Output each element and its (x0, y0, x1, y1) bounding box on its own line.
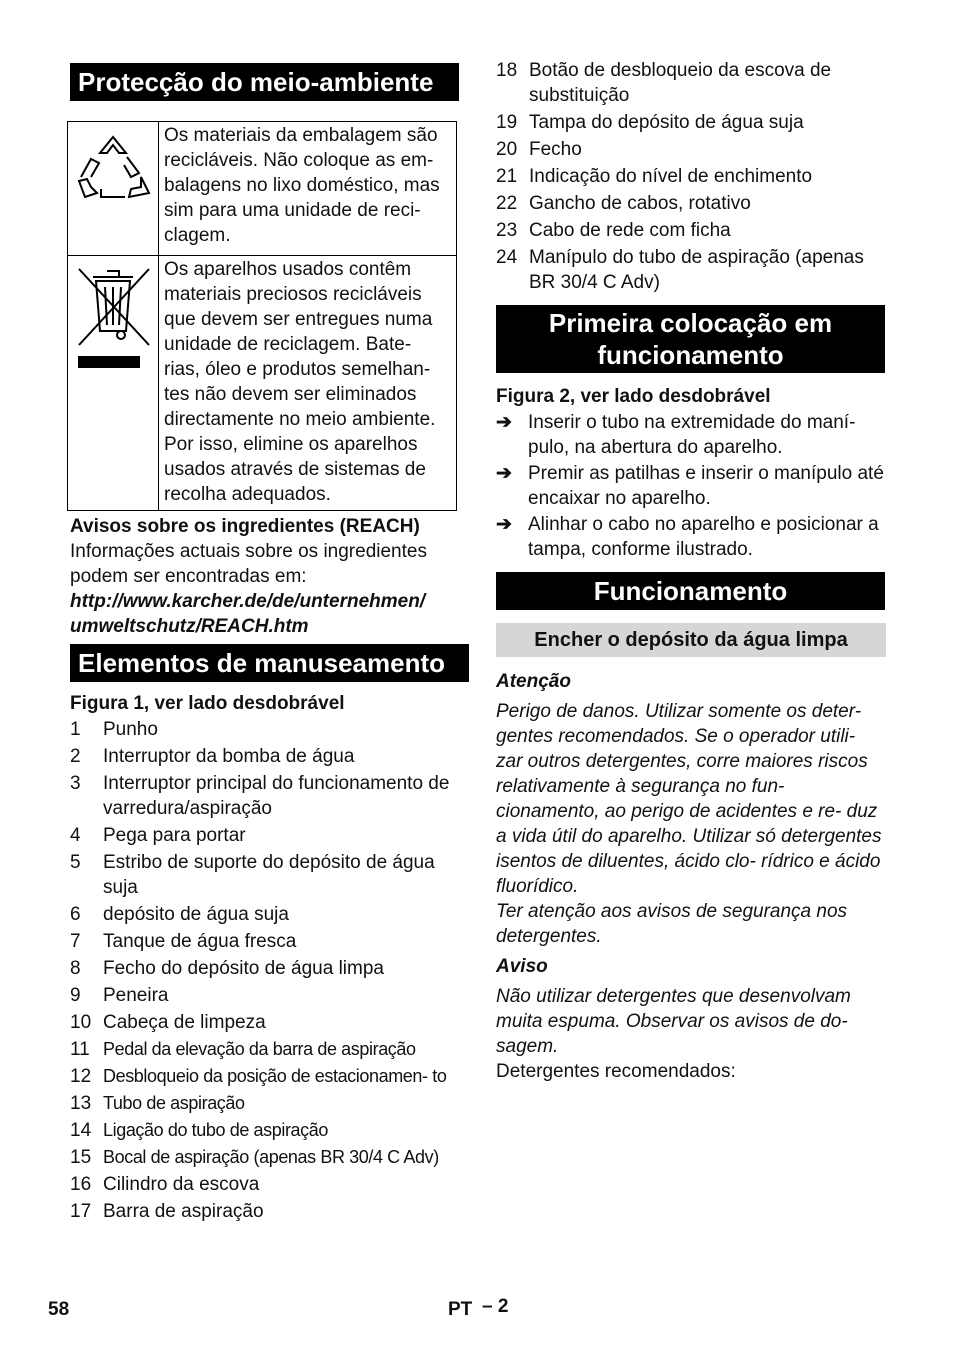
env-table (67, 121, 457, 511)
reach-title: Avisos sobre os ingredientes (REACH) (70, 516, 420, 537)
list-item: ➔ Premir as patilhas e inserir o manípulo até encaixar no aparelho. (496, 463, 884, 509)
list-item: 12 Desbloqueio da posição de estacionamen- to (70, 1066, 447, 1087)
env-row-weee (68, 256, 457, 511)
list-item: 14 Ligação do tubo de aspiração (70, 1120, 328, 1141)
arrow-right-icon: ➔ (496, 463, 512, 484)
list-item: 13 Tubo de aspiração (70, 1093, 245, 1114)
attention-text: Perigo de danos. Utilizar somente os deter- gentes recomendados. Se o operador utili- zar outros detergentes, corre maiores riscos relativamente à segurança no fun- cionamento, ao perigo de acidentes e re- duz a vida útil do aparelho. Utilizar só detergentes isentos de diluentes, ácido clo- rídrico e ácido fluorídico. (496, 701, 882, 897)
list-item: 10 Cabeça de limpeza (70, 1012, 266, 1033)
env-heading: Protecção do meio-ambiente (70, 63, 459, 101)
list-item: 19 Tampa do depósito de água suja (496, 112, 804, 133)
list-item: 4 Pega para portar (70, 825, 246, 846)
list-item: 3 Interruptor principal do funcionamento de varredura/aspiração (70, 773, 450, 819)
controls-list-right (496, 58, 886, 295)
reach-link-1[interactable]: http://www.karcher.de/de/unternehmen/ (70, 591, 426, 612)
recommended-detergents: Detergentes recomendados: (496, 1061, 736, 1082)
startup-heading: Primeira colocação em funcionamento (496, 305, 885, 373)
list-item: 2 Interruptor da bomba de água (70, 746, 355, 767)
footer-lang: PT (448, 1299, 473, 1320)
figure-2-ref: Figura 2, ver lado desdobrável (496, 386, 771, 407)
page-number: 58 (48, 1299, 70, 1320)
reach-text: Informações actuais sobre os ingredientes podem ser encontradas em: (70, 541, 427, 587)
list-item: 21 Indicação do nível de enchimento (496, 166, 813, 187)
list-item: 11 Pedal da elevação da barra de aspiração (70, 1039, 416, 1060)
weee-cell (68, 256, 159, 511)
startup-steps (496, 410, 886, 562)
list-item: 18 Botão de desbloqueio da escova de substituição (496, 60, 832, 106)
list-item: 7 Tanque de água fresca (70, 931, 297, 952)
list-item: 22 Gancho de cabos, rotativo (496, 193, 751, 214)
env-row-recycling (68, 122, 457, 256)
list-item: 6 depósito de água suja (70, 904, 289, 925)
recycling-text: Os materiais da embalagem são recicláveis. Não coloque as em- balagens no lixo doméstico, mas sim para uma unidade de reci- clagem. (159, 122, 457, 256)
list-item: 24 Manípulo do tubo de aspiração (apenas BR 30/4 C Adv) (496, 247, 864, 293)
arrow-right-icon: ➔ (496, 514, 512, 535)
list-item: 8 Fecho do depósito de água limpa (70, 958, 384, 979)
list-item: 20 Fecho (496, 139, 582, 160)
notice-text: Não utilizar detergentes que desenvolvam muita espuma. Observar os avisos de do- sagem. (496, 986, 851, 1057)
notice-label: Aviso (496, 956, 548, 977)
list-item: 16 Cilindro da escova (70, 1174, 260, 1195)
list-item: 23 Cabo de rede com ficha (496, 220, 731, 241)
arrow-right-icon: ➔ (496, 412, 512, 433)
operation-heading: Funcionamento (496, 572, 885, 610)
crossed-out-bin-icon (69, 257, 157, 377)
list-item: 1 Punho (70, 719, 158, 740)
recycling-icon (69, 123, 157, 249)
recycling-cell (68, 122, 159, 256)
attention-label: Atenção (496, 671, 571, 692)
footer-section: – 2 (482, 1296, 509, 1317)
figure-1-ref: Figura 1, ver lado desdobrável (70, 693, 345, 714)
weee-text: Os aparelhos usados contêm materiais preciosos recicláveis que devem ser entregues numa unidade de reciclagem. Bate- rias, óleo e produtos semelhan- tes não devem ser eliminados directamente no meio ambiente. Por isso, elimine os aparelhos usados através de sistemas de recolha adequados. (159, 256, 457, 511)
attention-text-2: Ter atenção aos avisos de segurança nos detergentes. (496, 901, 848, 947)
list-item: 15 Bocal de aspiração (apenas BR 30/4 C Adv) (70, 1147, 439, 1168)
list-item: ➔ Inserir o tubo na extremidade do maní- pulo, na abertura do aparelho. (496, 412, 856, 458)
list-item: 5 Estribo de suporte do depósito de água suja (70, 852, 435, 898)
fill-subheading: Encher o depósito da água limpa (496, 623, 886, 657)
elements-heading: Elementos de manuseamento (70, 644, 469, 682)
controls-list-left (70, 717, 470, 1224)
list-item: ➔ Alinhar o cabo no aparelho e posicionar a tampa, conforme ilustrado. (496, 514, 879, 560)
list-item: 9 Peneira (70, 985, 169, 1006)
list-item: 17 Barra de aspiração (70, 1201, 264, 1222)
reach-link-2[interactable]: umweltschutz/REACH.htm (70, 616, 309, 637)
